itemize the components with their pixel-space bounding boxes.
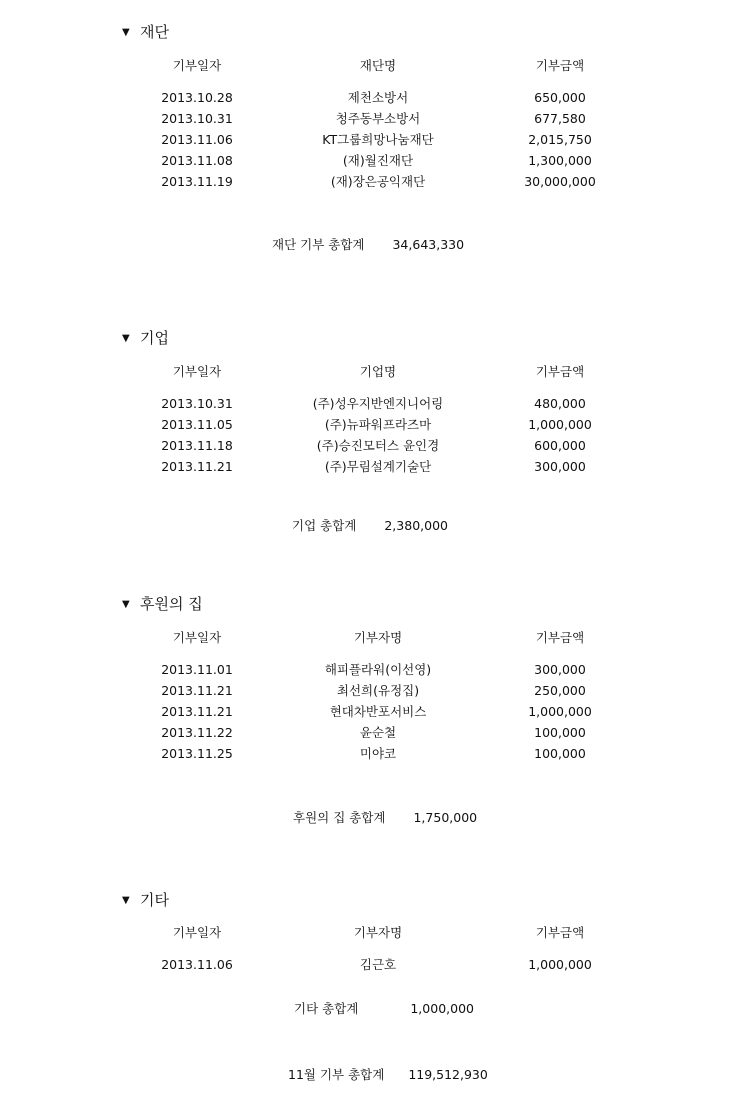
donation-date: 2013.11.22	[161, 725, 233, 740]
donation-date: 2013.11.08	[161, 153, 233, 168]
grand-total-amount: 119,512,930	[408, 1067, 488, 1082]
column-header-name: 기부자명	[353, 630, 403, 645]
column-header-amount: 기부금액	[535, 925, 585, 940]
section-heading-company[interactable]	[122, 328, 169, 349]
column-header-amount: 기부금액	[535, 58, 585, 73]
donation-amount: 250,000	[534, 683, 586, 698]
donation-date: 2013.10.31	[161, 111, 233, 126]
table-row	[0, 89, 750, 107]
donation-date: 2013.11.21	[161, 683, 233, 698]
donor-name: 미야코	[359, 746, 397, 761]
section-title: 기업	[140, 329, 169, 347]
table-row	[0, 703, 750, 721]
table-row	[0, 131, 750, 149]
donation-date: 2013.11.19	[161, 174, 233, 189]
donation-amount: 1,000,000	[528, 704, 592, 719]
collapse-triangle-icon[interactable]: ▼	[122, 27, 130, 38]
table-row	[0, 956, 750, 974]
donation-amount: 1,000,000	[528, 417, 592, 432]
donation-amount: 300,000	[534, 662, 586, 677]
column-header-date: 기부일자	[172, 630, 222, 645]
section-heading-sponsor-house[interactable]	[122, 594, 203, 615]
donation-amount: 100,000	[534, 725, 586, 740]
table-row	[0, 173, 750, 191]
section-heading-other[interactable]	[122, 890, 169, 911]
table-header-row	[0, 57, 750, 75]
collapse-triangle-icon[interactable]: ▼	[122, 599, 130, 610]
donation-amount: 2,015,750	[528, 132, 592, 147]
table-header-row	[0, 363, 750, 381]
column-header-date: 기부일자	[172, 925, 222, 940]
donor-name: 청주동부소방서	[335, 111, 421, 126]
donation-date: 2013.11.21	[161, 459, 233, 474]
donation-amount: 650,000	[534, 90, 586, 105]
table-header-row	[0, 924, 750, 942]
donor-name: (주)무림설계기술단	[324, 459, 432, 474]
section-total	[294, 1000, 474, 1018]
donation-date: 2013.11.06	[161, 957, 233, 972]
donor-name: 윤순철	[359, 725, 397, 740]
section-title: 기타	[140, 891, 169, 909]
donor-name: 현대차반포서비스	[329, 704, 427, 719]
donation-amount: 100,000	[534, 746, 586, 761]
section-total-amount: 34,643,330	[392, 237, 465, 252]
column-header-amount: 기부금액	[535, 364, 585, 379]
section-total-label: 후원의 집 총합계	[293, 810, 386, 825]
section-title: 재단	[140, 23, 169, 41]
donor-name: 해피플라워(이선영)	[324, 662, 432, 677]
table-row	[0, 745, 750, 763]
section-total-label: 기타 총합계	[294, 1001, 359, 1016]
table-row	[0, 110, 750, 128]
section-total	[293, 809, 477, 827]
grand-total	[288, 1066, 488, 1084]
section-total-label: 재단 기부 총합계	[272, 237, 365, 252]
table-row	[0, 416, 750, 434]
donation-date: 2013.11.06	[161, 132, 233, 147]
donation-amount: 30,000,000	[524, 174, 596, 189]
donation-amount: 480,000	[534, 396, 586, 411]
table-row	[0, 724, 750, 742]
donation-date: 2013.11.25	[161, 746, 233, 761]
column-header-name: 재단명	[359, 58, 397, 73]
table-row	[0, 437, 750, 455]
section-total	[292, 517, 448, 535]
table-row	[0, 661, 750, 679]
donor-name: KT그룹희망나눔재단	[322, 132, 434, 147]
collapse-triangle-icon[interactable]: ▼	[122, 333, 130, 344]
donation-date: 2013.10.31	[161, 396, 233, 411]
donation-date: 2013.10.28	[161, 90, 233, 105]
collapse-triangle-icon[interactable]: ▼	[122, 895, 130, 906]
section-total-amount: 1,000,000	[410, 1001, 474, 1016]
donation-date: 2013.11.01	[161, 662, 233, 677]
table-row	[0, 395, 750, 413]
donation-date: 2013.11.05	[161, 417, 233, 432]
donor-name: 최선희(유정집)	[336, 683, 420, 698]
donation-amount: 1,300,000	[528, 153, 592, 168]
table-row	[0, 682, 750, 700]
column-header-date: 기부일자	[172, 58, 222, 73]
table-row	[0, 152, 750, 170]
column-header-name: 기업명	[359, 364, 397, 379]
donor-name: (주)성우지반엔지니어링	[312, 396, 444, 411]
donation-amount: 600,000	[534, 438, 586, 453]
donation-amount: 1,000,000	[528, 957, 592, 972]
donation-date: 2013.11.18	[161, 438, 233, 453]
donor-name: (재)월진재단	[342, 153, 414, 168]
section-total-label: 기업 총합계	[292, 518, 357, 533]
donation-amount: 677,580	[534, 111, 586, 126]
column-header-date: 기부일자	[172, 364, 222, 379]
section-heading-foundation[interactable]	[122, 22, 169, 43]
donor-name: 김근호	[359, 957, 397, 972]
table-header-row	[0, 629, 750, 647]
section-total-amount: 1,750,000	[413, 810, 478, 825]
table-row	[0, 458, 750, 476]
donor-name: (재)장은공익재단	[330, 174, 426, 189]
donation-date: 2013.11.21	[161, 704, 233, 719]
column-header-amount: 기부금액	[535, 630, 585, 645]
donor-name: (주)승진모터스 윤인경	[316, 438, 440, 453]
donation-amount: 300,000	[534, 459, 586, 474]
column-header-name: 기부자명	[353, 925, 403, 940]
section-total	[272, 236, 464, 254]
grand-total-label: 11월 기부 총합계	[288, 1067, 385, 1082]
donor-name: (주)뉴파워프라즈마	[324, 417, 432, 432]
section-title: 후원의 집	[140, 595, 203, 613]
donor-name: 제천소방서	[347, 90, 409, 105]
section-total-amount: 2,380,000	[384, 518, 448, 533]
